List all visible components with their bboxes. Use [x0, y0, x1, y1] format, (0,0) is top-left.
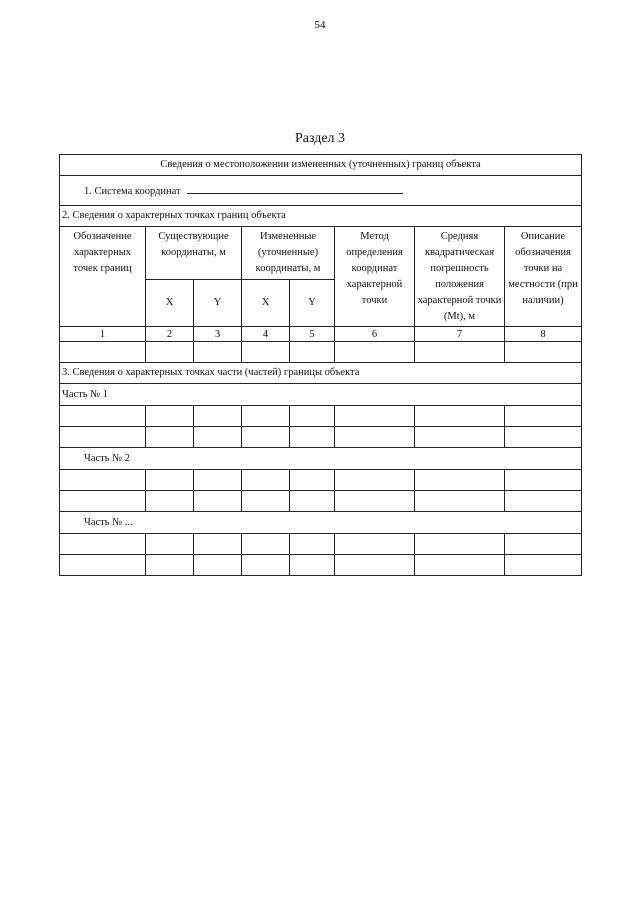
table-cell[interactable]	[60, 491, 146, 512]
boundary-points-table	[59, 154, 582, 576]
table-cell[interactable]	[194, 342, 242, 363]
table-cell[interactable]	[242, 534, 290, 555]
table-cell[interactable]	[60, 427, 146, 448]
column-number: 2	[146, 327, 194, 342]
coordinate-system-label: 1. Система координат	[84, 185, 181, 197]
points-heading: 2. Сведения о характерных точках границ объекта	[60, 206, 582, 227]
column-number: 3	[194, 327, 242, 342]
table-cell[interactable]	[290, 342, 335, 363]
table-cell[interactable]	[242, 491, 290, 512]
table-cell[interactable]	[335, 534, 415, 555]
table-cell[interactable]	[335, 406, 415, 427]
table-cell[interactable]	[290, 491, 335, 512]
table-cell[interactable]	[146, 406, 194, 427]
table-cell[interactable]	[146, 491, 194, 512]
table-cell[interactable]	[242, 470, 290, 491]
table-cell[interactable]	[242, 555, 290, 576]
table-cell[interactable]	[505, 470, 582, 491]
table-cell[interactable]	[415, 427, 505, 448]
table-cell[interactable]	[290, 406, 335, 427]
table-cell[interactable]	[415, 491, 505, 512]
table-cell[interactable]	[146, 427, 194, 448]
coordinate-system-field[interactable]	[187, 182, 403, 194]
column-numbers-row	[60, 327, 582, 342]
table-cell[interactable]	[242, 342, 290, 363]
table-cell[interactable]	[60, 555, 146, 576]
column-number: 4	[242, 327, 290, 342]
table-row[interactable]	[60, 470, 582, 491]
table-cell[interactable]	[505, 406, 582, 427]
column-number: 7	[415, 327, 505, 342]
table-cell[interactable]	[505, 427, 582, 448]
table-cell[interactable]	[60, 470, 146, 491]
section-title: Раздел 3	[294, 131, 346, 146]
table-cell[interactable]	[505, 491, 582, 512]
part-label: Часть № ...	[60, 512, 582, 534]
header-existing-coordinates: Существующие координаты, м	[146, 227, 242, 280]
header-existing-y: Y	[194, 280, 242, 327]
part-label: Часть № 2	[60, 448, 582, 470]
header-existing-x: X	[146, 280, 194, 327]
column-number: 1	[60, 327, 146, 342]
table-cell[interactable]	[505, 534, 582, 555]
table-cell[interactable]	[335, 555, 415, 576]
table-cell[interactable]	[290, 470, 335, 491]
table-cell[interactable]	[194, 406, 242, 427]
table-cell[interactable]	[505, 342, 582, 363]
table-cell[interactable]	[242, 427, 290, 448]
table-caption: Сведения о местоположении измененных (уточненных) границ объекта	[60, 155, 582, 176]
table-cell[interactable]	[335, 470, 415, 491]
header-changed-coordinates: Измененные (уточненные) координаты, м	[242, 227, 335, 280]
table-row[interactable]	[60, 555, 582, 576]
table-cell[interactable]	[194, 491, 242, 512]
header-description: Описание обозначения точки на местности (при наличии)	[505, 227, 582, 327]
table-row[interactable]	[60, 342, 582, 363]
column-number: 6	[335, 327, 415, 342]
table-cell[interactable]	[290, 427, 335, 448]
table-cell[interactable]	[194, 427, 242, 448]
table-cell[interactable]	[335, 342, 415, 363]
table-cell[interactable]	[60, 534, 146, 555]
table-cell[interactable]	[242, 406, 290, 427]
table-cell[interactable]	[146, 555, 194, 576]
table-row[interactable]	[60, 427, 582, 448]
table-cell[interactable]	[60, 406, 146, 427]
part-label: Часть № 1	[60, 384, 582, 406]
table-cell[interactable]	[335, 491, 415, 512]
table-cell[interactable]	[194, 534, 242, 555]
header-method: Метод определения координат характерной точки	[335, 227, 415, 327]
table-cell[interactable]	[146, 534, 194, 555]
table-cell[interactable]	[335, 427, 415, 448]
column-number: 5	[290, 327, 335, 342]
table-cell[interactable]	[290, 555, 335, 576]
table-cell[interactable]	[290, 534, 335, 555]
table-cell[interactable]	[415, 534, 505, 555]
parts-heading: 3. Сведения о характерных точках части (частей) границы объекта	[60, 363, 582, 384]
table-cell[interactable]	[146, 470, 194, 491]
table-cell[interactable]	[505, 555, 582, 576]
table-cell[interactable]	[60, 342, 146, 363]
table-cell[interactable]	[194, 555, 242, 576]
coordinate-system-row	[60, 176, 582, 206]
column-number: 8	[505, 327, 582, 342]
table-cell[interactable]	[415, 406, 505, 427]
table-row[interactable]	[60, 491, 582, 512]
header-point-designation: Обозначение характерных точек границ	[60, 227, 146, 327]
table-row[interactable]	[60, 406, 582, 427]
table-row[interactable]	[60, 534, 582, 555]
table-cell[interactable]	[146, 342, 194, 363]
header-changed-y: Y	[290, 280, 335, 327]
header-mean-error: Средняя квадратическая погрешность положения характерной точки (Mt), м	[415, 227, 505, 327]
header-changed-x: X	[242, 280, 290, 327]
table-cell[interactable]	[415, 555, 505, 576]
table-cell[interactable]	[194, 470, 242, 491]
table-cell[interactable]	[415, 470, 505, 491]
table-cell[interactable]	[415, 342, 505, 363]
page-number: 54	[314, 19, 326, 31]
